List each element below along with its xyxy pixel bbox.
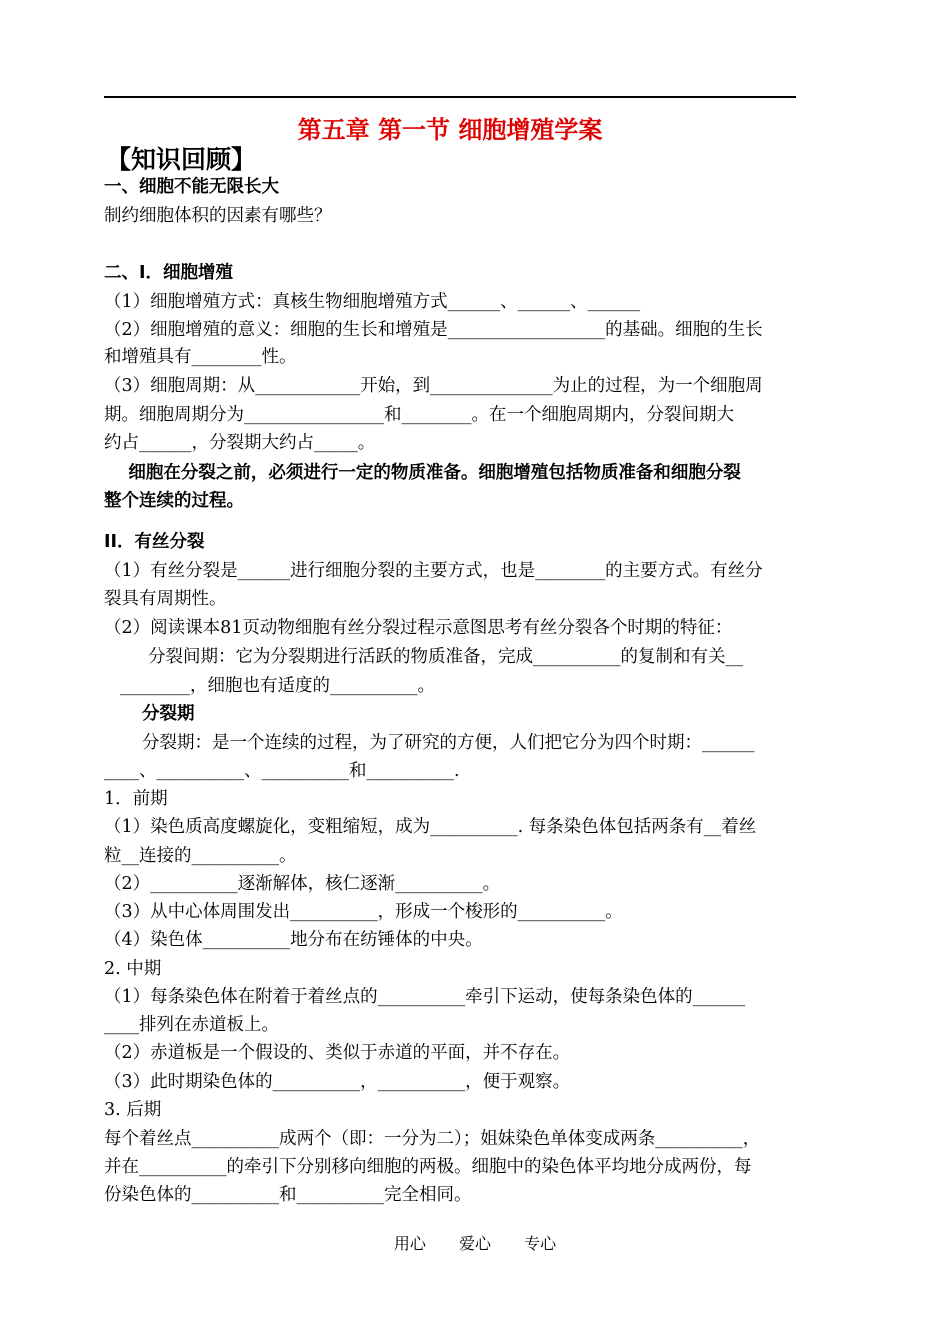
text-line: （1）染色质高度螺旋化，变粗缩短，成为__________. 每条染色体包括两条有__着丝 [104, 817, 757, 837]
stage-heading-anaphase: 3. 后期 [104, 1100, 162, 1120]
text-line: 裂具有周期性。 [104, 589, 227, 609]
question-line: 制约细胞体积的因素有哪些？ [104, 206, 332, 226]
text-line: （3）从中心体周围发出__________，形成一个梭形的__________。 [104, 902, 623, 922]
stage-heading-metaphase: 2. 中期 [104, 959, 162, 979]
page-footer [0, 1234, 950, 1254]
text-line: （4）染色体__________地分布在纺锤体的中央。 [104, 930, 483, 950]
interphase-line: 分裂间期：它为分裂期进行活跃的物质准备，完成__________的复制和有关__ [148, 647, 743, 667]
footer-text: 专心 [524, 1234, 557, 1253]
text-line: 每个着丝点__________成两个（即：一分为二）；姐妹染色单体变成两条__________， [104, 1129, 761, 1149]
footer-text: 用心 [393, 1234, 426, 1253]
subheading-mitotic-phase: 分裂期 [142, 704, 195, 724]
section-heading-review: 【知识回顾】 [106, 145, 257, 174]
section-heading-3: II．有丝分裂 [104, 532, 205, 552]
bold-text-line: 细胞在分裂之前，必须进行一定的物质准备。细胞增殖包括物质准备和细胞分裂 [104, 463, 741, 483]
text-line: ____、__________、__________和__________. [104, 761, 460, 781]
text-line: （1）有丝分裂是______进行细胞分裂的主要方式，也是________的主要方式。有丝分 [104, 561, 763, 581]
header-rule [104, 96, 796, 98]
stage-heading-prophase: 1．前期 [104, 789, 168, 809]
bold-text-line: 整个连续的过程。 [104, 491, 244, 511]
text-line: 并在__________的牵引下分别移向细胞的两极。细胞中的染色体平均地分成两份，每 [104, 1157, 752, 1177]
text-line: （2）赤道板是一个假设的、类似于赤道的平面，并不存在。 [104, 1043, 571, 1063]
text-line: （2）细胞增殖的意义：细胞的生长和增殖是__________________的基础。细胞的生长 [104, 320, 763, 340]
text-line: （3）细胞周期：从____________开始，到______________为止的过程，为一个细胞周 [104, 376, 763, 396]
text-line: （3）此时期染色体的__________，__________，便于观察。 [104, 1072, 571, 1092]
text-line: 粒__连接的__________。 [104, 846, 297, 866]
text-line: （2）阅读课本81页动物细胞有丝分裂过程示意图思考有丝分裂各个时期的特征： [104, 618, 733, 638]
text-line: （2）__________逐渐解体，核仁逐渐__________。 [104, 874, 501, 894]
text-line: 和增殖具有________性。 [104, 347, 297, 367]
page-title: 第五章 第一节 细胞增殖学案 [297, 116, 603, 144]
footer-text: 爱心 [458, 1234, 491, 1253]
section-heading-1: 一、细胞不能无限长大 [104, 177, 279, 197]
text-line: 份染色体的__________和__________完全相同。 [104, 1185, 472, 1205]
text-line: （1）每条染色体在附着于着丝点的__________牵引下运动，使每条染色体的______ [104, 987, 746, 1007]
section-heading-2: 二、I．细胞增殖 [104, 263, 234, 283]
text-line: （1）细胞增殖方式：真核生物细胞增殖方式______、______、______ [104, 292, 641, 312]
text-line: 期。细胞周期分为________________和________。在一个细胞周期内，分裂间期大 [104, 405, 734, 425]
text-line: ________，细胞也有适度的__________。 [120, 676, 435, 696]
text-line: ____排列在赤道板上。 [104, 1015, 279, 1035]
text-line: 约占______，分裂期大约占_____。 [104, 433, 376, 453]
text-line: 分裂期：是一个连续的过程，为了研究的方便，人们把它分为四个时期：______ [142, 733, 755, 753]
